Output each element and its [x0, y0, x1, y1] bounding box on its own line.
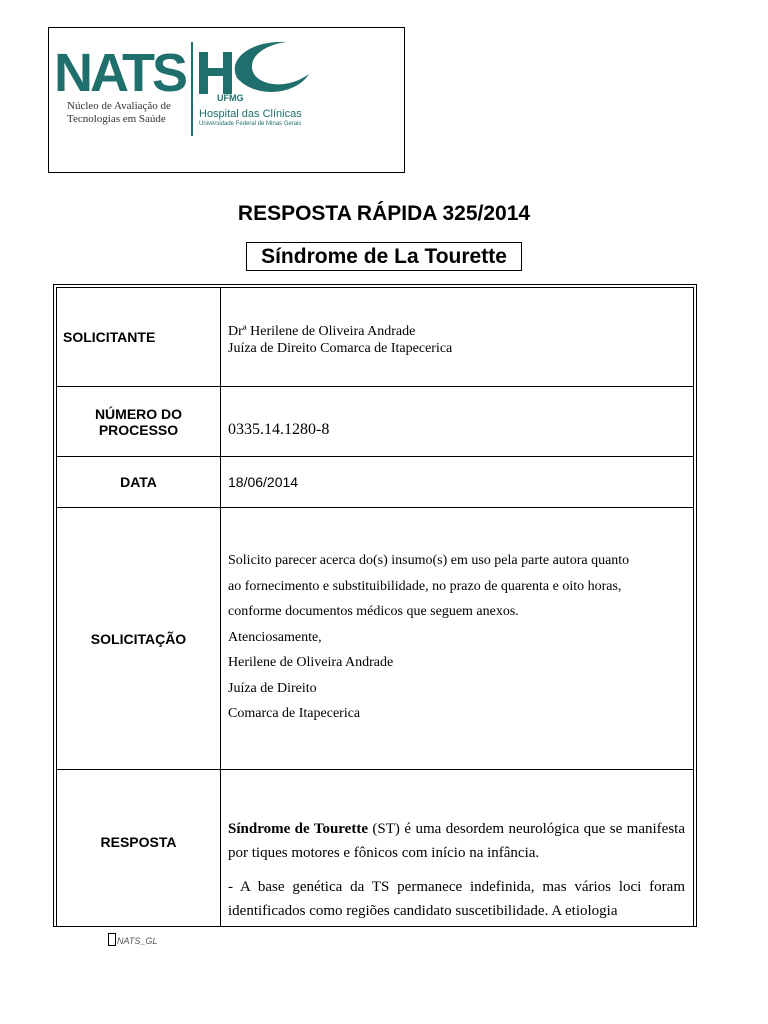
nats-logo-text: NATS: [54, 43, 185, 103]
value-solicitante: [228, 288, 685, 386]
label-solicitacao: SOLICITAÇÃO: [57, 508, 221, 769]
value-solicitacao: [228, 508, 685, 769]
row-data: [57, 457, 693, 508]
logo-box: [48, 27, 405, 173]
solicitante-role: Juíza de Direito Comarca de Itapecerica: [228, 341, 453, 356]
resposta-paragraph-2: - A base genética da TS permanece indefinida, mas vários loci foram identificados como regiões candidato suscetibilidade. A etiologia: [228, 879, 685, 919]
value-data: 18/06/2014: [228, 474, 299, 490]
solicitacao-line: Juíza de Direito: [228, 680, 317, 696]
request-table: [53, 284, 697, 927]
row-solicitacao: [57, 508, 693, 770]
solicitacao-line: Solicito parecer acerca do(s) insumo(s) em uso pela parte autora quanto: [228, 553, 630, 568]
nats-subtitle-line1: Núcleo de Avaliação de: [67, 100, 171, 112]
document-subtitle: Síndrome de La Tourette: [246, 242, 522, 271]
label-processo: NÚMERO DO PROCESSO: [57, 387, 221, 456]
logo-divider: [191, 42, 193, 136]
solicitante-name: Drª Herilene de Oliveira Andrade: [228, 324, 416, 339]
value-resposta: [228, 770, 685, 927]
solicitacao-line: Atenciosamente,: [228, 629, 322, 645]
footer-text: NATS_GL: [117, 936, 158, 946]
footer-box-icon: [108, 933, 116, 946]
document-title: RESPOSTA RÁPIDA 325/2014: [237, 202, 531, 225]
solicitacao-line: Herilene de Oliveira Andrade: [228, 655, 394, 670]
hc-logo-icon: [197, 38, 317, 98]
hospital-name: Hospital das Clínicas: [199, 108, 302, 120]
solicitacao-line: Comarca de Itapecerica: [228, 706, 361, 721]
solicitacao-line: ao fornecimento e substituibilidade, no prazo de quarenta e oito horas,: [228, 578, 622, 594]
row-resposta: [57, 770, 693, 927]
resposta-p1-text: (ST) é uma desordem neurológica que se manifesta por tiques motores e fônicos com início na infância.: [228, 821, 685, 861]
ufmg-label: UFMG: [217, 93, 244, 103]
nats-subtitle: [67, 100, 171, 126]
value-processo: 0335.14.1280-8: [228, 421, 330, 438]
request-table-inner: [56, 287, 694, 926]
resposta-term: Síndrome de Tourette: [228, 821, 368, 837]
label-resposta: RESPOSTA: [57, 770, 221, 927]
nats-subtitle-line2: Tecnologias em Saúde: [67, 113, 166, 125]
solicitacao-line: conforme documentos médicos que seguem anexos.: [228, 604, 519, 619]
label-solicitante: SOLICITANTE: [57, 288, 221, 386]
row-processo: [57, 387, 693, 457]
label-data: DATA: [57, 457, 221, 507]
resposta-paragraph-1: [228, 817, 685, 865]
university-name: Universidade Federal de Minas Gerais: [199, 121, 302, 127]
footer-note: [108, 933, 157, 946]
row-solicitante: [57, 288, 693, 387]
